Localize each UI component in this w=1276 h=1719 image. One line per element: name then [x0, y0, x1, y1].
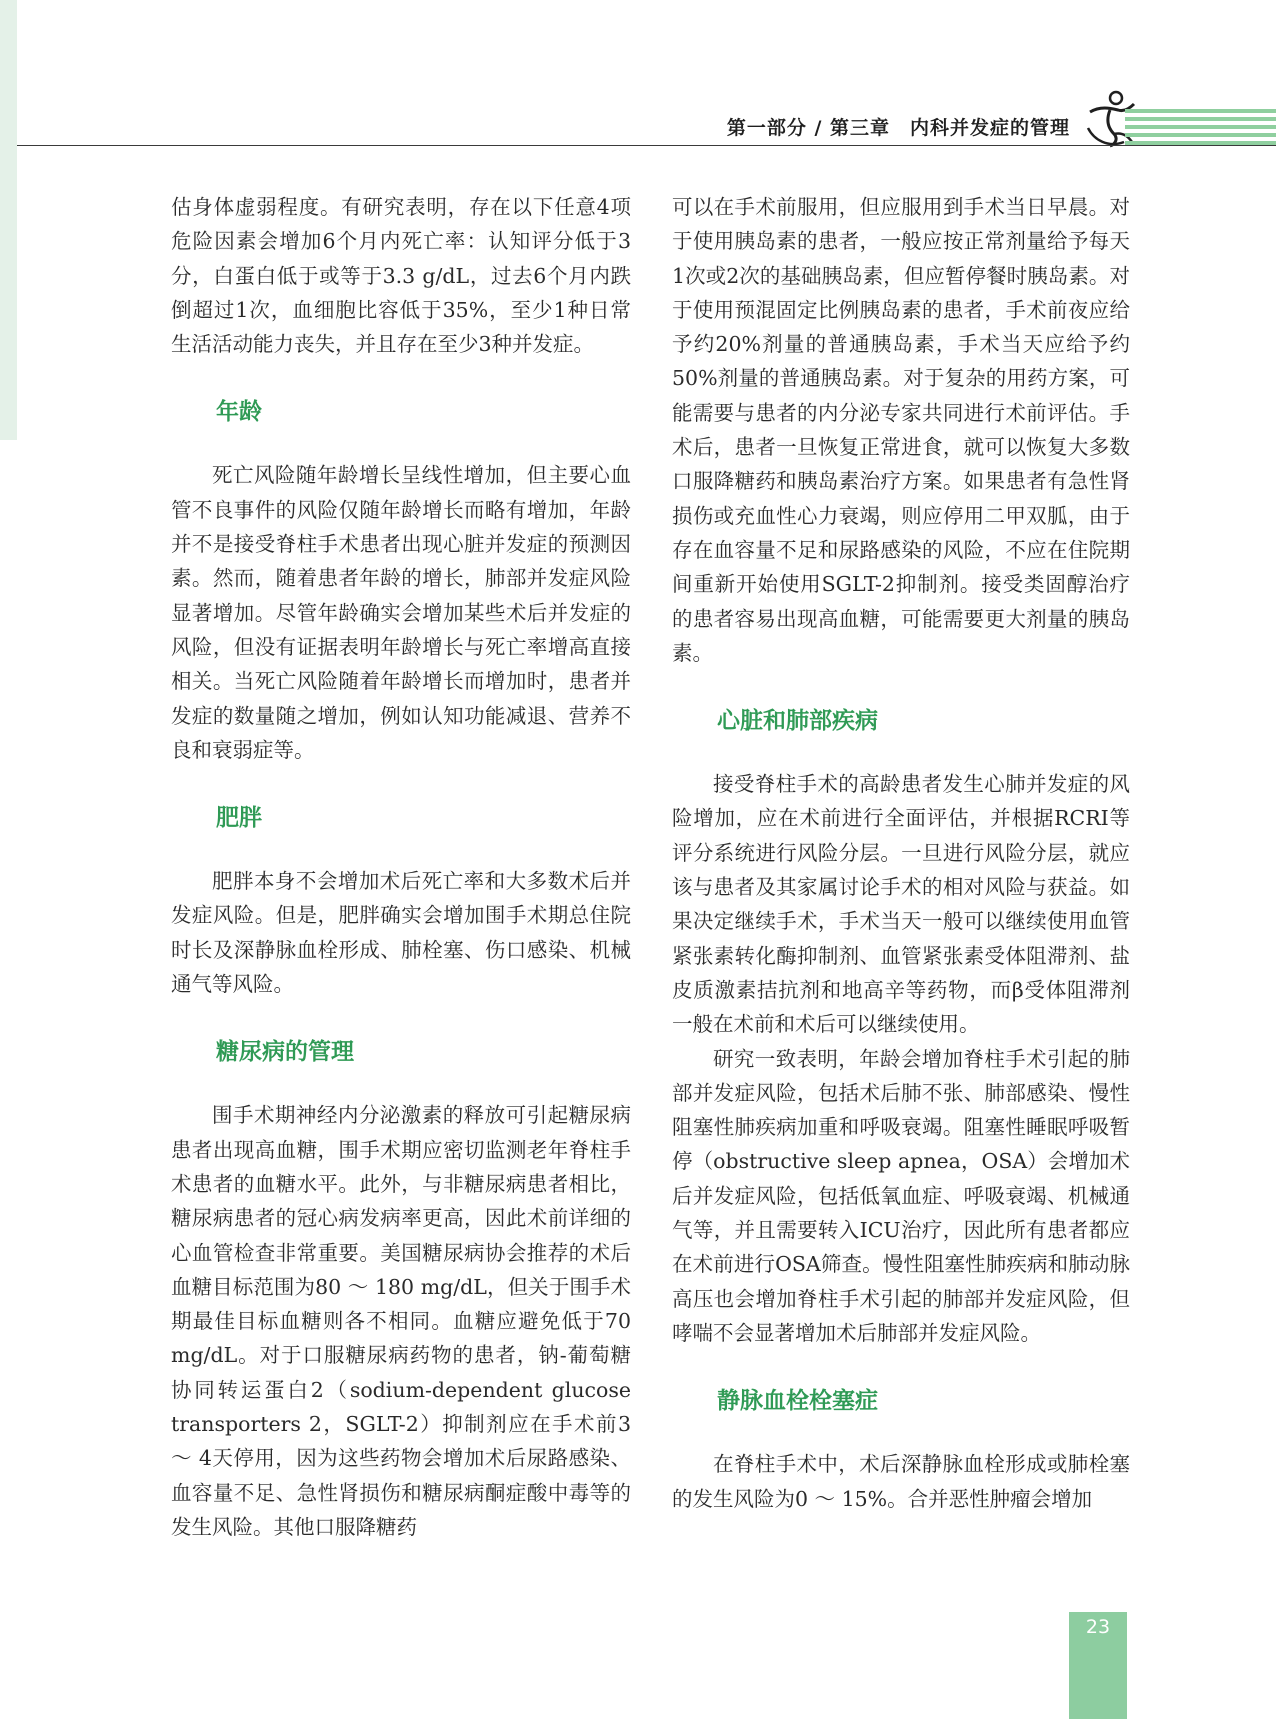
- heading-age: 年龄: [216, 399, 262, 426]
- paragraph-obesity: 肥胖本身不会增加术后死亡率和大多数术后并发症风险。但是，肥胖确实会增加围手术期总住院时长及深静脉血栓形成、肺栓塞、伤口感染、机械通气等风险。: [171, 869, 631, 997]
- paragraph-cardiopulmonary-1: 接受脊柱手术的高龄患者发生心肺并发症的风险增加，应在术前进行全面评估，并根据RCRI等评分系统进行风险分层。一旦进行风险分层，就应该与患者及其家属讨论手术的相对风险与获益。如果决定继续手术，手术当天一般可以继续使用血管紧张素转化酶抑制剂、血管紧张素受体阻滞剂、盐皮质激素拮抗剂和地高辛等药物，而β受体阻滞剂一般在术前和术后可以继续使用。: [672, 772, 1130, 1037]
- paragraph-cardiopulmonary-2: 研究一致表明，年龄会增加脊柱手术引起的肺部并发症风险，包括术后肺不张、肺部感染、慢性阻塞性肺疾病加重和呼吸衰竭。阻塞性睡眠呼吸暂停（obstructive sleep apnea，OSA）会增加术后并发症风险，包括低氧血症、呼吸衰竭、机械通气等，并且需要转入ICU治疗，因此所有患者都应在术前进行OSA筛查。慢性阻塞性肺疾病和肺动脉高压也会增加脊柱手术引起的肺部并发症风险，但哮喘不会显著增加术后肺部并发症风险。: [672, 1046, 1130, 1345]
- heading-cardiopulmonary: 心脏和肺部疾病: [717, 708, 878, 735]
- paragraph-vte: 在脊柱手术中，术后深静脉血栓形成或肺栓塞的发生风险为0 ～ 15%。合并恶性肿瘤会增加: [672, 1452, 1130, 1511]
- header-rule: [17, 145, 1276, 146]
- running-head: 第一部分 / 第三章 内科并发症的管理: [726, 117, 1070, 139]
- paragraph-age: 死亡风险随年龄增长呈线性增加，但主要心血管不良事件的风险仅随年龄增长而略有增加，年龄并不是接受脊柱手术患者出现心脏并发症的预测因素。然而，随着患者年龄的增长，肺部并发症风险显著增加。尽管年龄确实会增加某些术后并发症的风险，但没有证据表明年龄增长与死亡率增高直接相关。当死亡风险随着年龄增长而增加时，患者并发症的数量随之增加，例如认知功能减退、营养不良和衰弱症等。: [171, 463, 631, 762]
- heading-diabetes: 糖尿病的管理: [216, 1039, 354, 1066]
- paragraph-diabetes-continued: 可以在手术前服用，但应服用到手术当日早晨。对于使用胰岛素的患者，一般应按正常剂量给予每天1次或2次的基础胰岛素，但应暂停餐时胰岛素。对于使用预混固定比例胰岛素的患者，手术前夜应给予约20%剂量的普通胰岛素，手术当天应给予约50%剂量的普通胰岛素。对于复杂的用药方案，可能需要与患者的内分泌专家共同进行术前评估。手术后，患者一旦恢复正常进食，就可以恢复大多数口服降糖药和胰岛素治疗方案。如果患者有急性肾损伤或充血性心力衰竭，则应停用二甲双胍，由于存在血容量不足和尿路感染的风险，不应在住院期间重新开始使用SGLT-2抑制剂。接受类固醇治疗的患者容易出现高血糖，可能需要更大剂量的胰岛素。: [672, 195, 1130, 665]
- paragraph-frailty: 估身体虚弱程度。有研究表明，存在以下任意4项危险因素会增加6个月内死亡率：认知评分低于3分，白蛋白低于或等于3.3 g/dL，过去6个月内跌倒超过1次，血细胞比容低于35%，至少1种日常生活活动能力丧失，并且存在至少3种并发症。: [171, 195, 631, 357]
- heading-obesity: 肥胖: [216, 805, 262, 832]
- left-column: [171, 190, 631, 1544]
- left-margin-stripe: [0, 0, 17, 440]
- heading-vte: 静脉血栓栓塞症: [717, 1388, 878, 1415]
- paragraph-diabetes: 围手术期神经内分泌激素的释放可引起糖尿病患者出现高血糖，围手术期应密切监测老年脊柱手术患者的血糖水平。此外，与非糖尿病患者相比，糖尿病患者的冠心病发病率更高，因此术前详细的心血管检查非常重要。美国糖尿病协会推荐的术后血糖目标范围为80 ～ 180 mg/dL，但关于围手术期最佳目标血糖则各不相同。血糖应避免低于70 mg/dL。对于口服糖尿病药物的患者，钠-葡萄糖协同转运蛋白2（sodium-dependent glucose transporters 2，SGLT-2）抑制剂应在手术前3 ～ 4天停用，因为这些药物会增加术后尿路感染、血容量不足、急性肾损伤和糖尿病酮症酸中毒等的发生风险。其他口服降糖药: [171, 1103, 631, 1539]
- page-number: 23: [1085, 1616, 1111, 1638]
- right-column: [672, 190, 1130, 1516]
- header-decoration-lines: [1125, 107, 1276, 147]
